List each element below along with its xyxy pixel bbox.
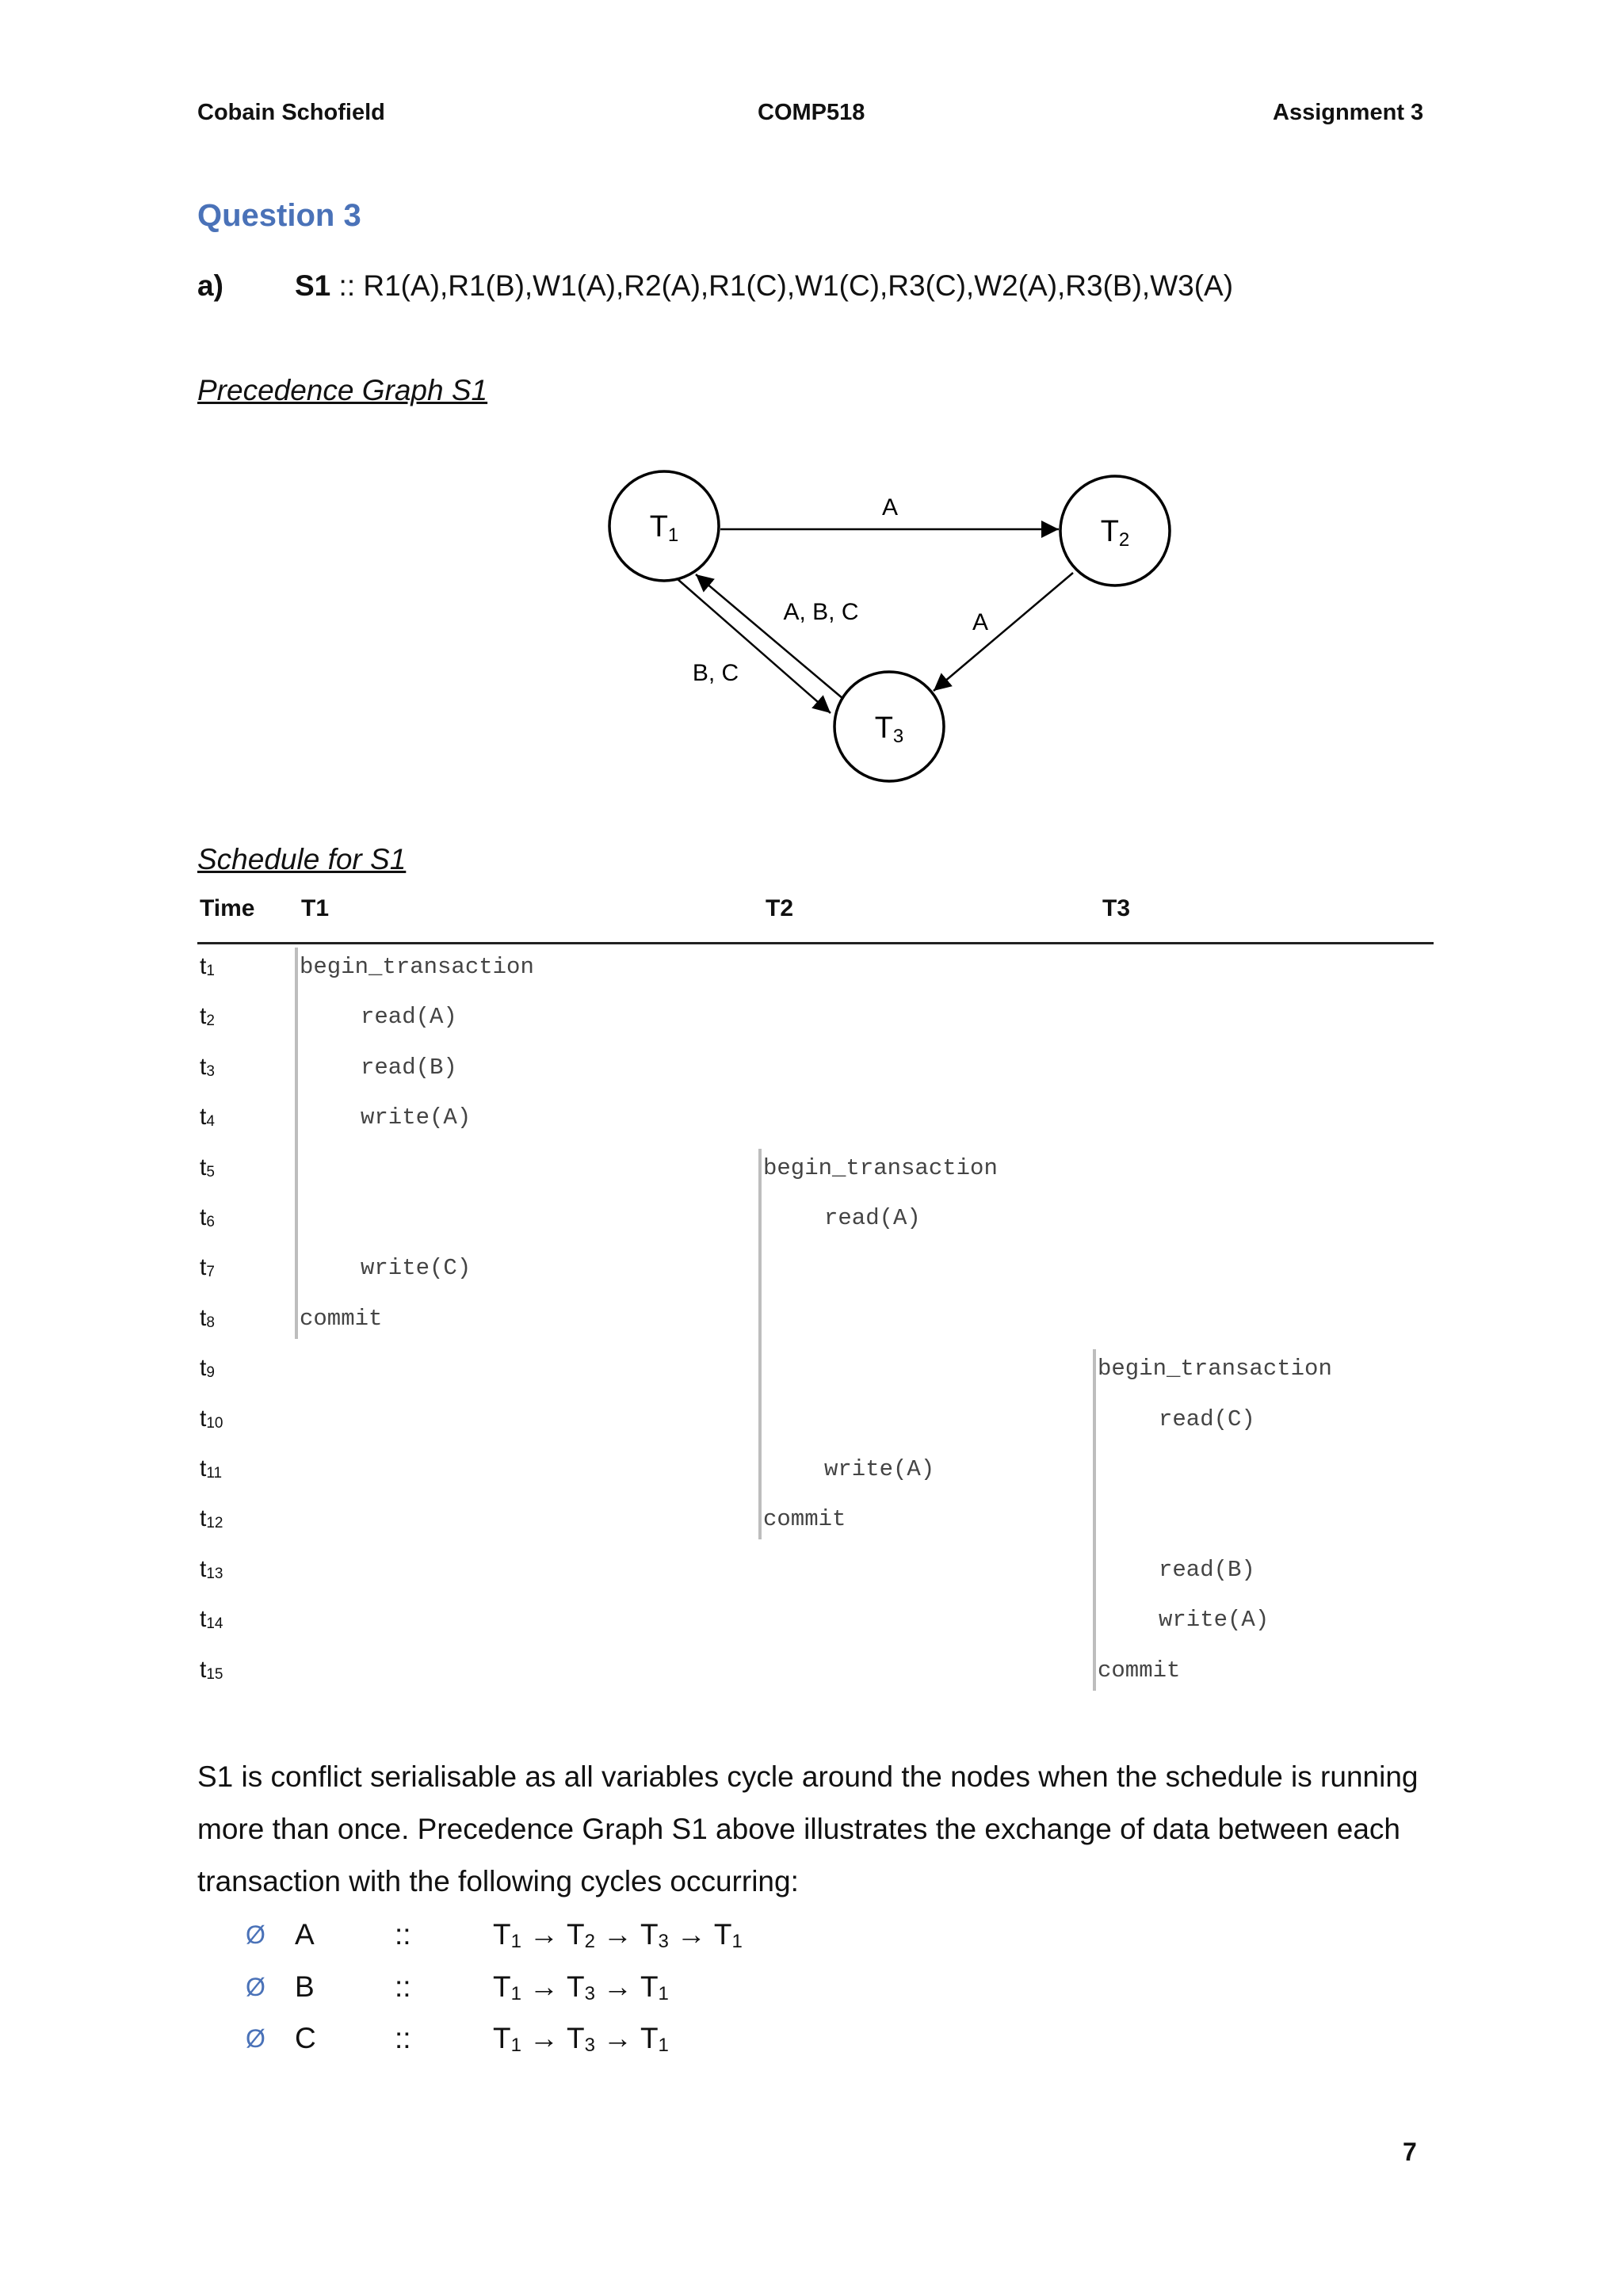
table-row-time (200, 1656, 223, 1689)
time-prefix: t (200, 1606, 207, 1632)
table-row-operation: commit (1098, 1657, 1181, 1684)
bullet-icon: Ø (246, 1973, 265, 2001)
cycle-variable: B (295, 1970, 315, 2003)
time-index: 14 (206, 1615, 223, 1632)
table-row-operation: begin_transaction (1098, 1356, 1332, 1382)
arrow-icon: → (529, 1970, 559, 2003)
col-header-t1: T1 (301, 895, 330, 921)
table-row-time (200, 1154, 215, 1187)
table-row-operation: commit (763, 1506, 846, 1532)
time-prefix: t (200, 1054, 207, 1080)
cycle-node (714, 1918, 743, 1951)
time-index: 2 (206, 1013, 215, 1029)
cycle-node (567, 2022, 595, 2054)
precedence-graph (0, 0, 1623, 824)
time-index: 12 (206, 1515, 223, 1531)
time-prefix: t (200, 953, 207, 979)
time-index: 7 (206, 1264, 215, 1280)
table-row-operation: read(C) (1159, 1406, 1255, 1432)
cycle-separator: :: (395, 1970, 411, 2003)
time-index: 5 (206, 1164, 215, 1180)
node-t3 (834, 672, 944, 781)
time-prefix: t (200, 1305, 207, 1331)
table-row-operation: read(A) (824, 1205, 921, 1231)
cycle-node (567, 1970, 595, 2003)
cycle-node-base: T (640, 1970, 659, 2003)
table-row-time (200, 1405, 223, 1438)
cycle-node (567, 1918, 595, 1951)
question-title: Question 3 (197, 198, 361, 233)
time-prefix: t (200, 1455, 207, 1482)
part-label: a) (197, 269, 223, 302)
table-row-time (200, 1605, 223, 1638)
time-index: 1 (206, 963, 215, 979)
transaction-lifeline-t2 (758, 1149, 762, 1539)
time-prefix: t (200, 1254, 207, 1280)
header-course: COMP518 (758, 100, 865, 125)
cycle-node-base: T (493, 1970, 511, 2003)
time-index: 9 (206, 1364, 215, 1381)
cycle-node-index: 3 (584, 1983, 595, 2004)
cycle-node-index: 3 (658, 1931, 669, 1952)
svg-text:T3: T3 (874, 711, 904, 747)
table-row-time (200, 1505, 223, 1538)
time-index: 13 (206, 1566, 223, 1582)
col-header-t3: T3 (1102, 895, 1131, 921)
table-row-operation: read(B) (361, 1055, 457, 1081)
arrow-icon: → (676, 1918, 706, 1951)
cycle-node-base: T (566, 2022, 585, 2054)
header-assignment: Assignment 3 (1273, 100, 1424, 125)
cycle-node-index: 1 (658, 1983, 669, 2004)
cycle-node-index: 3 (584, 2035, 595, 2056)
cycle-separator: :: (395, 1918, 411, 1951)
bullet-icon: Ø (246, 2024, 265, 2053)
cycle-node (493, 1918, 521, 1951)
table-row-operation: write(C) (361, 1255, 472, 1281)
svg-text:T2: T2 (1100, 515, 1130, 551)
table-row-time (200, 1203, 215, 1237)
table-row-operation: begin_transaction (763, 1155, 998, 1181)
edge-label-t2-t3: A (972, 609, 989, 635)
cycle-node (640, 1970, 669, 2003)
time-prefix: t (200, 1104, 207, 1130)
cycle-node-index: 2 (584, 1931, 595, 1952)
table-row-time (200, 1253, 215, 1287)
arrow-icon: → (602, 1918, 632, 1951)
cycle-node-index: 1 (510, 1983, 521, 2004)
col-header-time: Time (200, 895, 255, 921)
table-row-operation: write(A) (361, 1104, 472, 1131)
header-author: Cobain Schofield (197, 100, 385, 125)
table-row-time (200, 1555, 223, 1589)
time-index: 8 (206, 1314, 215, 1331)
edge-label-t1-t3: B, C (692, 660, 739, 686)
time-prefix: t (200, 1154, 207, 1180)
node-t1 (609, 471, 719, 581)
cycle-path (493, 1909, 743, 1968)
transaction-lifeline-t1 (295, 948, 298, 1339)
time-prefix: t (200, 1355, 207, 1381)
table-header-rule (197, 942, 1434, 944)
cycle-node (640, 2022, 669, 2054)
table-row-operation: commit (300, 1306, 383, 1332)
time-prefix: t (200, 1556, 207, 1582)
time-index: 11 (206, 1465, 223, 1482)
conclusion-text: S1 is conflict serialisable as all variables cycle around the nodes when the schedule is running more than once. Precedence Graph S1 above illustrates the exchange of data between each transaction with the following cycles occurring: (197, 1760, 1419, 1897)
cycle-path (493, 1961, 669, 2020)
cycle-node-base: T (493, 2022, 511, 2054)
cycle-node-base: T (640, 1918, 659, 1951)
table-row-operation: read(B) (1159, 1557, 1255, 1583)
svg-text:T1: T1 (649, 510, 679, 546)
table-row-operation: read(A) (361, 1004, 457, 1030)
graph-title: Precedence Graph S1 (197, 374, 488, 406)
time-index: 3 (206, 1063, 215, 1080)
col-header-t2: T2 (766, 895, 794, 921)
table-row-time (200, 1053, 215, 1086)
cycle-node-index: 1 (510, 1931, 521, 1952)
transaction-lifeline-t3 (1093, 1349, 1096, 1691)
time-prefix: t (200, 1405, 207, 1432)
table-row-operation: write(A) (1159, 1607, 1270, 1633)
schedule-name: S1 (295, 269, 331, 302)
cycle-node-base: T (566, 1918, 585, 1951)
edge-t2-t3 (934, 573, 1073, 691)
edge-label-t1-t2: A (881, 494, 899, 521)
cycle-node-base: T (493, 1918, 511, 1951)
cycle-node (640, 1918, 669, 1951)
table-row-operation: write(A) (824, 1456, 935, 1482)
time-index: 10 (206, 1415, 223, 1432)
page-number: 7 (1403, 2138, 1417, 2166)
node-t2 (1060, 476, 1170, 585)
bullet-icon: Ø (246, 1920, 265, 1949)
cycle-variable: C (295, 2022, 316, 2054)
cycle-node (493, 2022, 521, 2054)
table-row-time (200, 1103, 215, 1136)
cycle-node-base: T (566, 1970, 585, 2003)
arrow-icon: → (529, 2022, 559, 2054)
time-index: 6 (206, 1214, 215, 1230)
schedule-title: Schedule for S1 (197, 843, 407, 875)
table-row-operation: begin_transaction (300, 954, 534, 980)
table-row-time (200, 952, 215, 986)
time-prefix: t (200, 1657, 207, 1683)
cycle-node-base: T (713, 1918, 732, 1951)
time-prefix: t (200, 1505, 207, 1531)
cycle-variable: A (295, 1918, 315, 1951)
arrow-icon: → (602, 1970, 632, 2003)
schedule-ops: :: R1(A),R1(B),W1(A),R2(A),R1(C),W1(C),R3(C),W2(A),R3(B),W3(A) (338, 269, 1234, 302)
cycle-node-index: 1 (658, 2035, 669, 2056)
cycle-node-index: 1 (731, 1931, 743, 1952)
time-prefix: t (200, 1204, 207, 1230)
table-row-time (200, 1455, 222, 1488)
time-index: 15 (206, 1666, 223, 1683)
cycle-node (493, 1970, 521, 2003)
table-row-time (200, 1304, 215, 1337)
edge-label-t3-t1: A, B, C (783, 599, 859, 625)
arrow-icon: → (529, 1918, 559, 1951)
cycle-node-base: T (640, 2022, 659, 2054)
cycle-path (493, 2012, 669, 2072)
table-row-time (200, 1002, 215, 1035)
table-row-time (200, 1354, 215, 1387)
cycle-separator: :: (395, 2022, 411, 2054)
cycle-node-index: 1 (510, 2035, 521, 2056)
time-index: 4 (206, 1113, 215, 1130)
time-prefix: t (200, 1003, 207, 1029)
arrow-icon: → (602, 2022, 632, 2054)
